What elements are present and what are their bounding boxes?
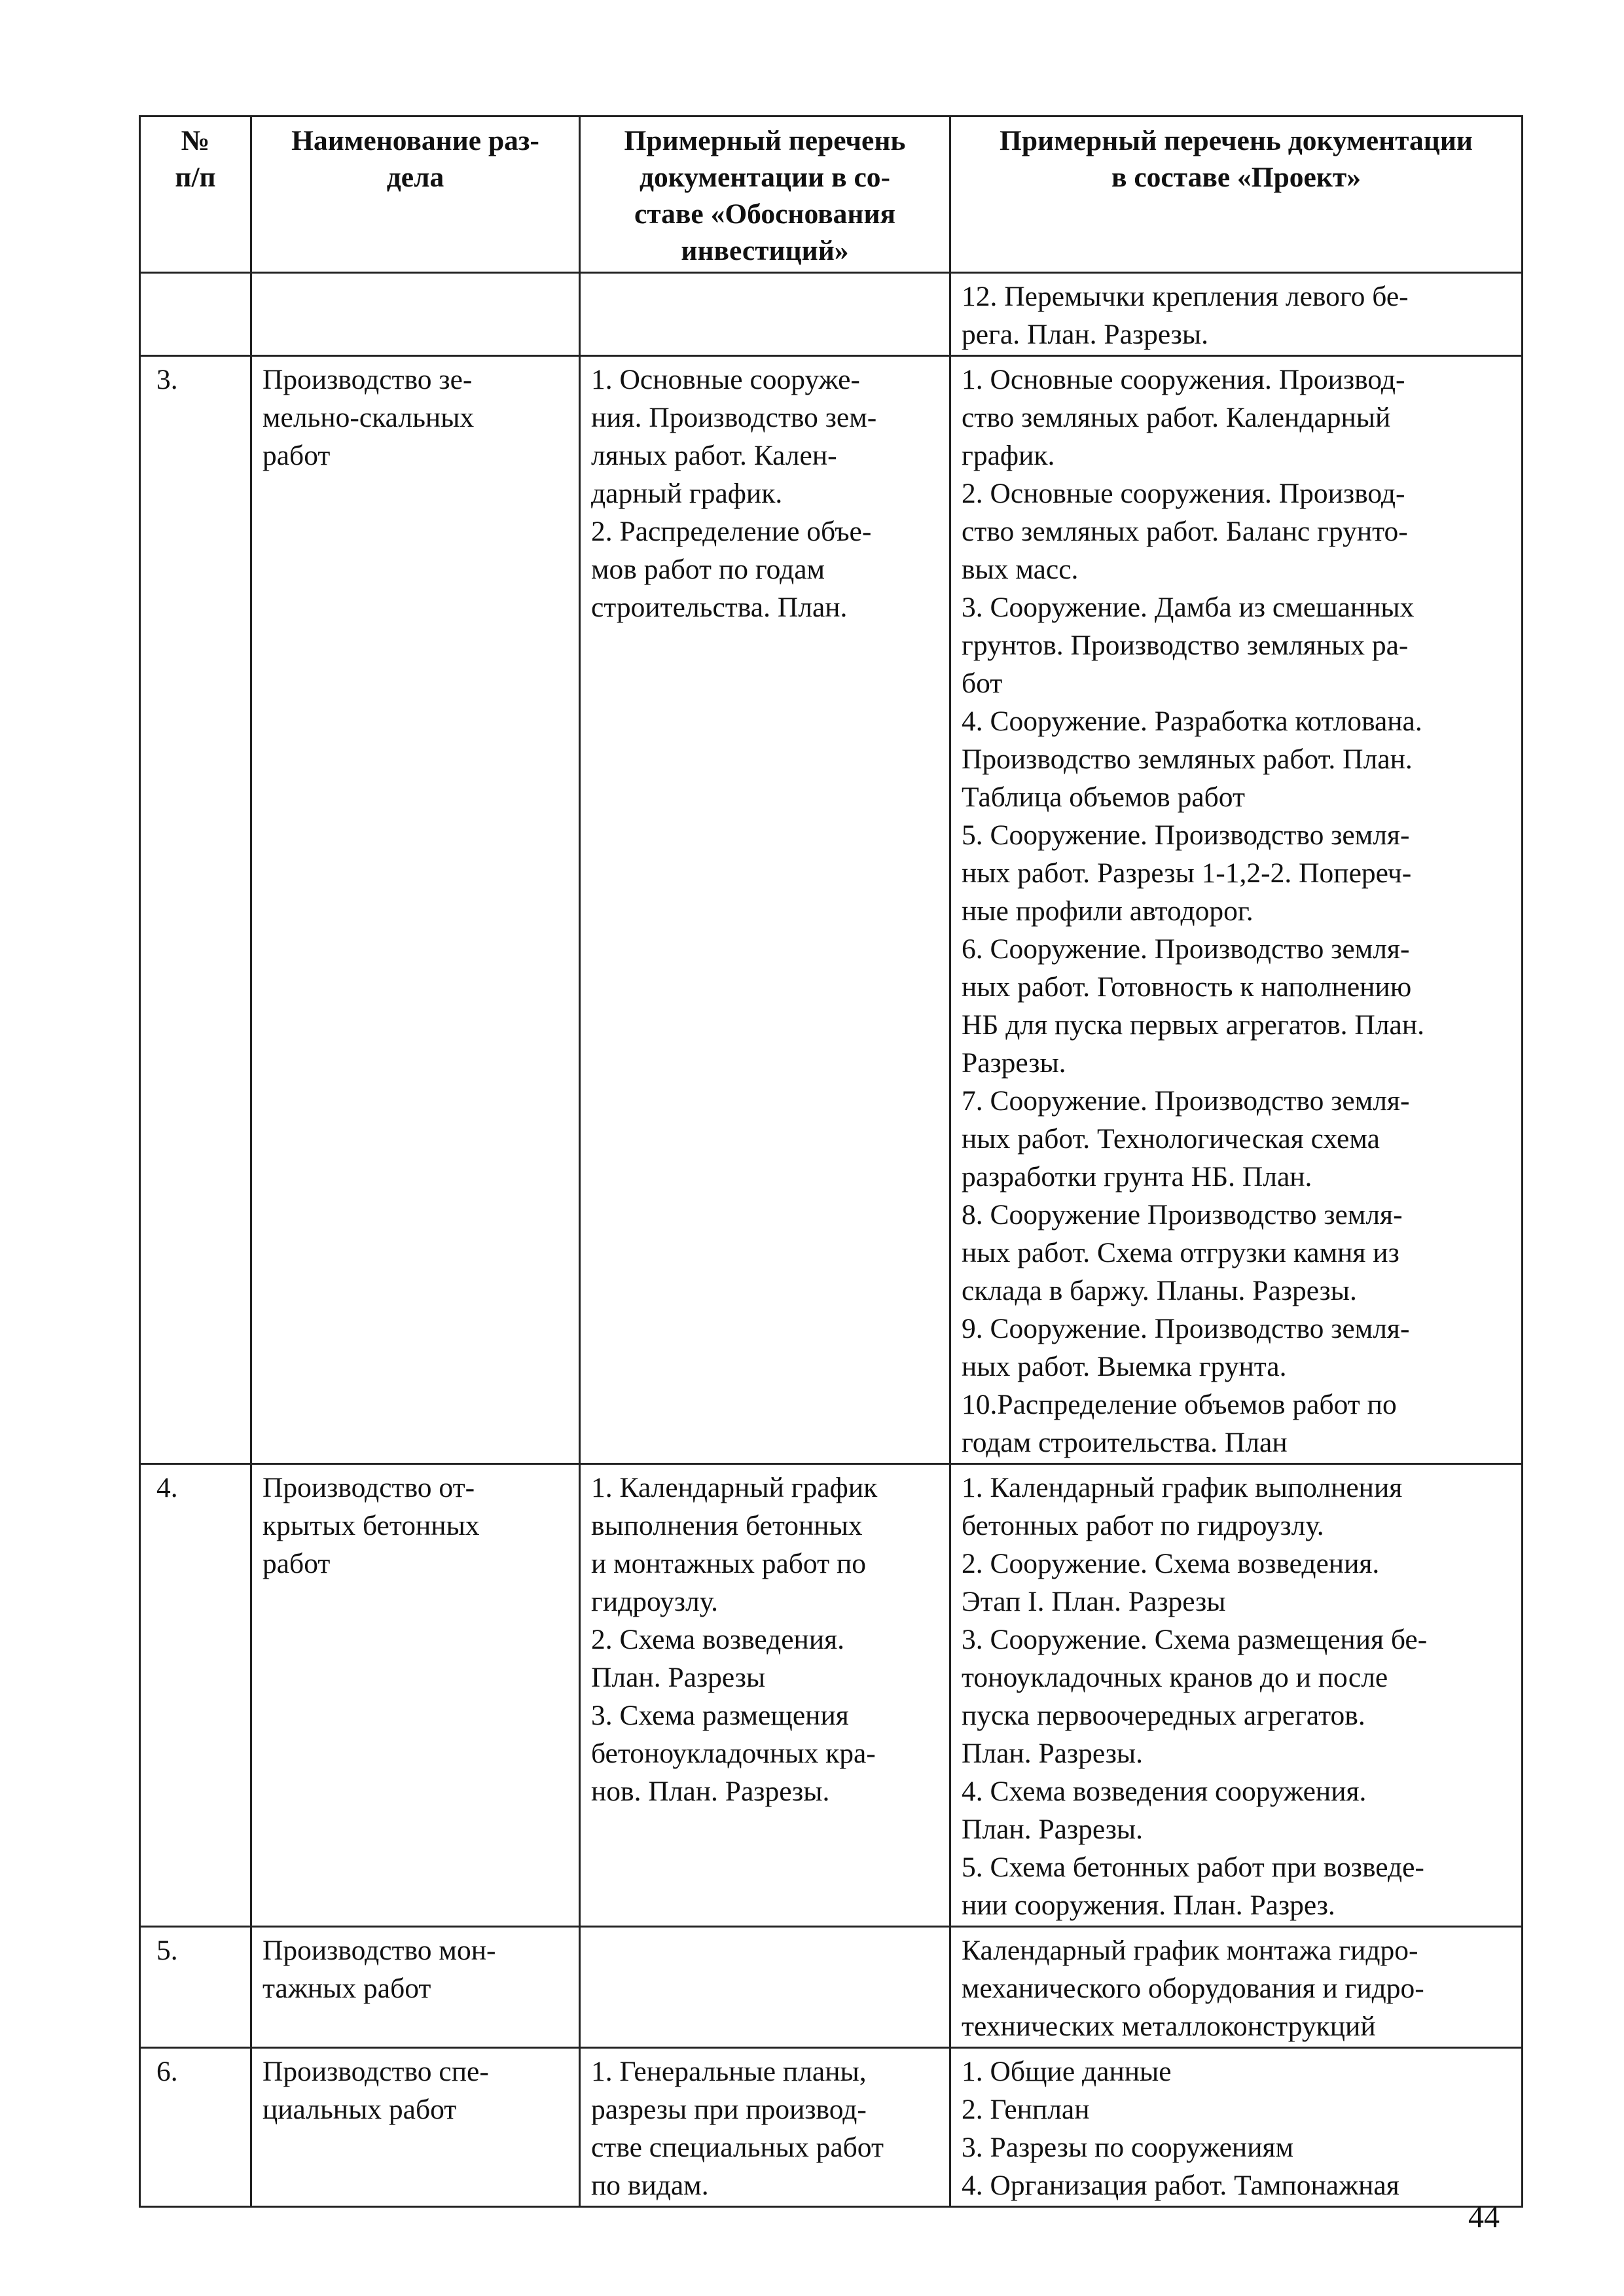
cell-line: ляных работ. Кален- [591,440,837,471]
cell-line: и монтажных работ по [591,1548,867,1579]
cell-line: 2. Сооружение. Схема возведения. [962,1548,1380,1579]
cell-line: ство земляных работ. Баланс грунто- [962,516,1408,547]
cell-line: 3. Схема размещения [591,1700,849,1731]
cell-line: рега. План. Разрезы. [962,319,1208,350]
cell-line: работ [262,1548,331,1579]
cell-section-name [251,273,580,356]
cell-line: Разрезы. [962,1047,1066,1079]
cell-line: № [181,125,210,156]
cell-project-docs [950,356,1523,1464]
table-row [140,273,1523,356]
cell-line: грунтов. Производство земляных ра- [962,630,1409,661]
cell-line: 6. Сооружение. Производство земля- [962,933,1410,965]
cell-line: Примерный перечень [624,125,906,156]
cell-line: 5. Схема бетонных работ при возведе- [962,1852,1424,1883]
cell-line: 8. Сооружение Производство земля- [962,1199,1403,1230]
cell-line: ных работ. Схема отгрузки камня из [962,1237,1399,1268]
cell-line: годам строительства. План [962,1427,1288,1458]
cell-line: строительства. План. [591,592,848,623]
cell-line: Календарный график монтажа гидро- [962,1935,1418,1966]
cell-line: мов работ по годам [591,554,825,585]
cell-line: Производство от- [262,1472,475,1503]
cell-line: пуска первоочередных агрегатов. [962,1700,1365,1731]
cell-line: 1. Календарный график [591,1472,878,1503]
page-number: 44 [1468,2200,1500,2234]
cell-line: 1. Календарный график выполнения [962,1472,1403,1503]
cell-project-docs [950,2048,1523,2207]
cell-section-name [251,1927,580,2048]
cell-line: Наименование раз- [291,125,539,156]
cell-line: ных работ. Выемка грунта. [962,1351,1287,1382]
cell-line: в составе «Проект» [1111,162,1362,193]
documentation-table [139,115,1523,2208]
cell-line: разрезы при производ- [591,2094,867,2125]
cell-line: ния. Производство зем- [591,402,877,433]
cell-line: Производство зе- [262,364,473,395]
cell-line: склада в баржу. Планы. Разрезы. [962,1275,1357,1306]
cell-line: ные профили автодорог. [962,895,1254,927]
cell-line: 4. Схема возведения сооружения. [962,1776,1367,1807]
cell-line: тажных работ [262,1973,431,2004]
table-body [140,273,1523,2207]
cell-line: Производство мон- [262,1935,496,1966]
cell-number [140,1927,251,2048]
cell-line: 7. Сооружение. Производство земля- [962,1085,1410,1117]
cell-line: вых масс. [962,554,1079,585]
cell-line: нов. План. Разрезы. [591,1776,830,1807]
cell-line: стве специальных работ [591,2132,884,2163]
table-row [140,356,1523,1464]
cell-line: циальных работ [262,2094,457,2125]
cell-line: 3. [156,364,178,395]
cell-line: Этап I. План. Разрезы [962,1586,1226,1617]
table-header [140,117,1523,273]
cell-line: 5. Сооружение. Производство земля- [962,819,1410,851]
cell-line: 2. Схема возведения. [591,1624,844,1655]
cell-line: график. [962,440,1055,471]
cell-line: дела [386,162,444,193]
cell-line: 5. [156,1935,178,1966]
cell-line: Производство земляных работ. План. [962,744,1413,775]
cell-investment-docs [580,1927,950,2048]
header-row [140,117,1523,273]
cell-line: ставе «Обоснования [634,198,896,230]
header-project-docs [950,117,1523,273]
cell-line: разработки грунта НБ. План. [962,1161,1312,1193]
cell-line: Примерный перечень документации [1000,125,1473,156]
cell-line: по видам. [591,2170,709,2201]
header-section-name [251,117,580,273]
table-row [140,1464,1523,1927]
cell-line: 2. Генплан [962,2094,1090,2125]
cell-project-docs [950,1464,1523,1927]
cell-line: выполнения бетонных [591,1510,863,1541]
cell-number [140,273,251,356]
cell-number [140,1464,251,1927]
cell-line: инвестиций» [681,235,849,266]
cell-line: ных работ. Разрезы 1-1,2-2. Попереч- [962,857,1412,889]
cell-line: 4. [156,1472,178,1503]
cell-investment-docs [580,2048,950,2207]
cell-line: 4. Организация работ. Тампонажная [962,2170,1399,2201]
header-investment-docs [580,117,950,273]
cell-investment-docs [580,1464,950,1927]
cell-line: План. Разрезы. [962,1814,1144,1845]
header-number [140,117,251,273]
cell-line: ных работ. Технологическая схема [962,1123,1380,1155]
cell-investment-docs [580,356,950,1464]
cell-section-name [251,356,580,1464]
cell-line: План. Разрезы [591,1662,766,1693]
table-row [140,2048,1523,2207]
cell-line: 10.Распределение объемов работ по [962,1389,1397,1420]
cell-line: технических металлоконструкций [962,2011,1376,2042]
cell-project-docs [950,1927,1523,2048]
cell-line: дарный график. [591,478,783,509]
cell-line: п/п [175,162,216,193]
cell-line: 1. Генеральные планы, [591,2056,867,2087]
cell-line: бот [962,668,1003,699]
cell-line: 6. [156,2056,178,2087]
cell-line: Производство спе- [262,2056,489,2087]
cell-line: 3. Сооружение. Дамба из смешанных [962,592,1415,623]
cell-line: тоноукладочных кранов до и после [962,1662,1388,1693]
cell-line: ство земляных работ. Календарный [962,402,1391,433]
cell-line: 12. Перемычки крепления левого бе- [962,281,1409,312]
cell-line: 2. Основные сооружения. Производ- [962,478,1405,509]
cell-investment-docs [580,273,950,356]
cell-line: 3. Разрезы по сооружениям [962,2132,1294,2163]
cell-line: 1. Основные сооруже- [591,364,860,395]
cell-line: бетоноукладочных кра- [591,1738,876,1769]
cell-line: мельно-скальных [262,402,475,433]
cell-line: гидроузлу. [591,1586,719,1617]
cell-number [140,2048,251,2207]
cell-section-name [251,2048,580,2207]
cell-line: План. Разрезы. [962,1738,1144,1769]
cell-line: крытых бетонных [262,1510,480,1541]
cell-line: механического оборудования и гидро- [962,1973,1424,2004]
cell-number [140,356,251,1464]
cell-line: документации в со- [639,162,890,193]
cell-line: нии сооружения. План. Разрез. [962,1890,1335,1921]
cell-line: 1. Основные сооружения. Производ- [962,364,1405,395]
table-row [140,1927,1523,2048]
cell-line: ных работ. Готовность к наполнению [962,971,1412,1003]
cell-project-docs [950,273,1523,356]
cell-section-name [251,1464,580,1927]
cell-line: бетонных работ по гидроузлу. [962,1510,1324,1541]
cell-line: Таблица объемов работ [962,781,1245,813]
cell-line: 3. Сооружение. Схема размещения бе- [962,1624,1428,1655]
cell-line: 9. Сооружение. Производство земля- [962,1313,1410,1344]
cell-line: 4. Сооружение. Разработка котлована. [962,706,1422,737]
cell-line: 2. Распределение объе- [591,516,872,547]
cell-line: 1. Общие данные [962,2056,1172,2087]
cell-line: НБ для пуска первых агрегатов. План. [962,1009,1425,1041]
cell-line: работ [262,440,331,471]
